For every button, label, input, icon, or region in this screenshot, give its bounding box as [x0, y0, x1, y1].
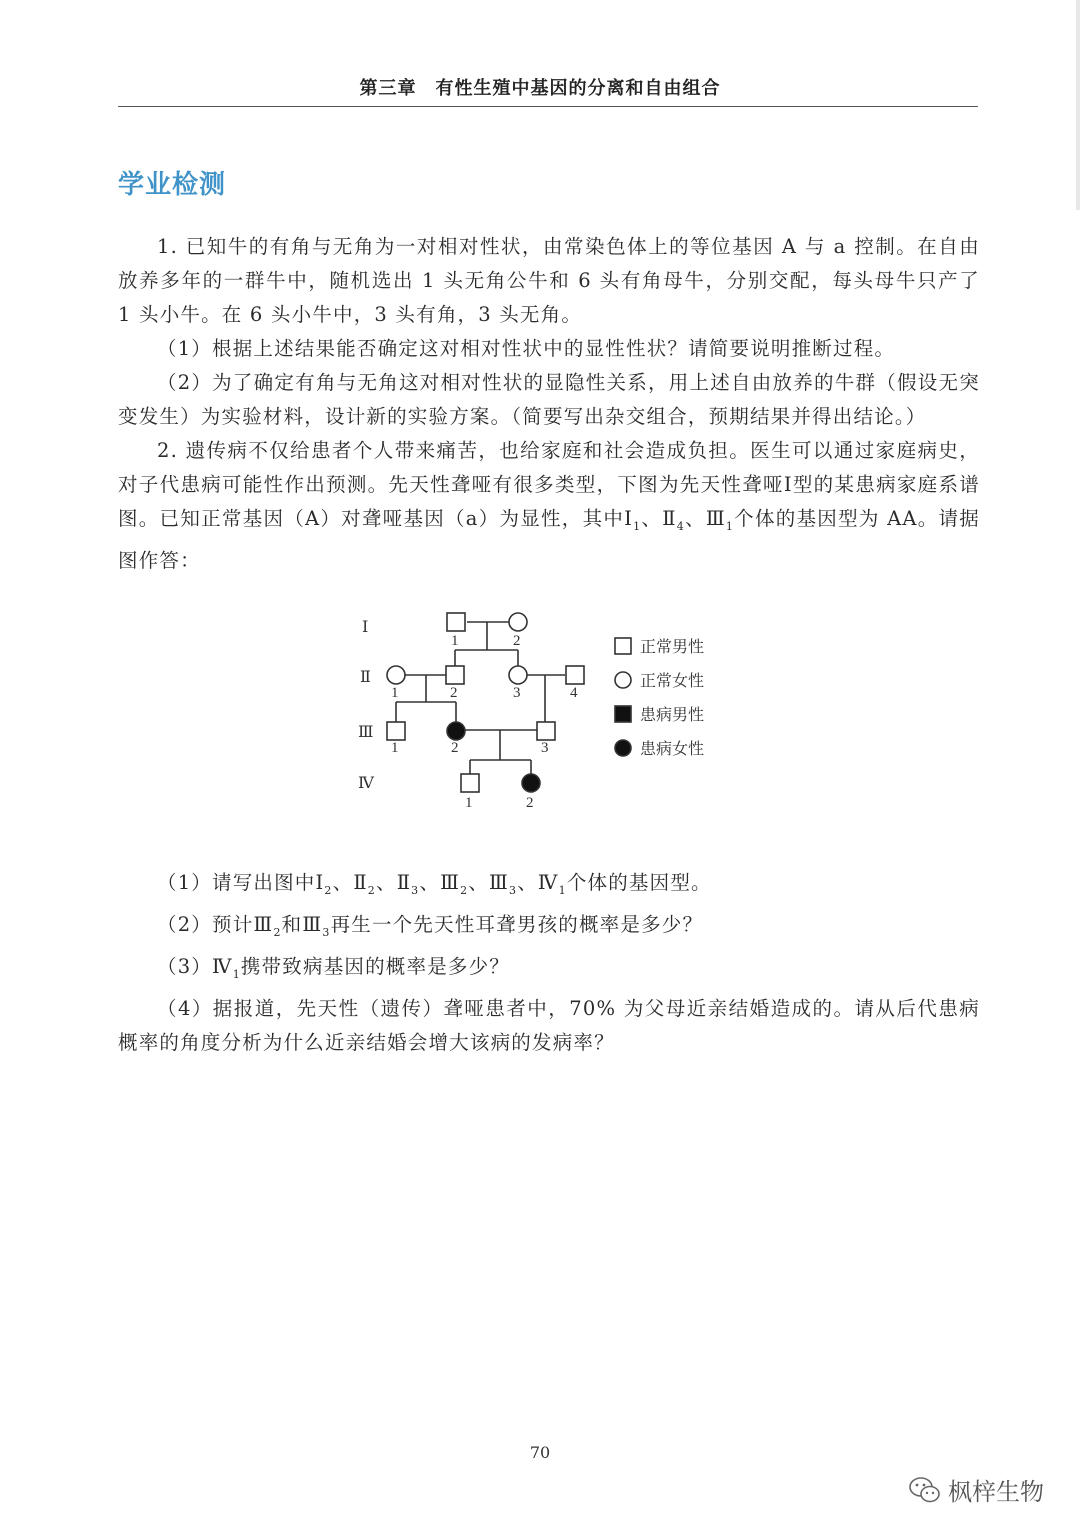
q2-sub2-suffix: 再生一个先天性耳聋男孩的概率是多少？: [330, 912, 704, 936]
q2-sub2-prefix: （2）预计: [157, 912, 254, 936]
label-ii4: 4: [570, 685, 578, 701]
individual-iv2-affected-female: [522, 774, 540, 792]
individual-i2-normal-female: [509, 613, 527, 631]
label-i1: 1: [451, 633, 459, 649]
q1-sub2: （2）为了确定有角与无角这对相对性状的显隐性关系，用上述自由放养的牛群（假设无突变发生）为实验材料，设计新的实验方案。（简要写出杂交组合，预期结果并得出结论。）: [118, 371, 980, 428]
q2-sub3-suffix: 携带致病基因的概率是多少？: [240, 954, 511, 978]
legend-affected-male: 患病男性: [640, 705, 705, 724]
scroll-edge: [1076, 0, 1080, 210]
q2-sub1-iv: Ⅳ: [537, 871, 559, 894]
q2-sub3-a-sub: 1: [232, 967, 241, 981]
legend-normal-male: 正常男性: [640, 637, 705, 656]
label-i2: 2: [513, 633, 521, 649]
individual-iii1-normal-male: [387, 722, 405, 740]
generation-label-iv: Ⅳ: [358, 775, 374, 792]
q2-g1-sub: 1: [633, 519, 642, 533]
q2-sep1: 、: [641, 507, 663, 530]
q2-stem-part2: 个体的基因型为 AA。请据图作答：: [118, 507, 981, 572]
generation-label-iii: Ⅲ: [358, 724, 374, 741]
q2-sub1-s1: 、: [332, 871, 354, 894]
legend-normal-female-symbol: [615, 672, 631, 688]
q2-sep2: 、: [684, 507, 706, 530]
individual-i1-normal-male: [447, 613, 465, 631]
legend-affected-male-symbol: [615, 706, 631, 722]
q2-stem: [118, 434, 980, 578]
q2-sub1-s4: 、: [468, 871, 489, 894]
q2-stem-part1: 2. 遗传病不仅给患者个人带来痛苦，也给家庭和社会造成负担。医生可以通过家庭病史，对子代患病可能性作出预测。先天性聋哑有很多类型，下图为先天性聋哑Ⅰ型的某患病家庭系谱图。已知正常基因（A）对聋哑基因（a）为显性，其中: [118, 439, 980, 530]
q2-sub2-and: 和: [281, 912, 303, 936]
question-body: [118, 230, 980, 578]
wechat-icon: [908, 1475, 942, 1505]
q2-sub1: [118, 866, 980, 908]
label-ii1: 1: [391, 685, 399, 701]
q2-g2-sub: 4: [676, 519, 685, 533]
q2-sub2-b: Ⅲ: [302, 912, 323, 936]
q2-sub2: [118, 908, 980, 950]
legend-normal-female: 正常女性: [640, 671, 705, 690]
generation-label-i: Ⅰ: [362, 619, 369, 636]
q2-g3-sub: 1: [725, 519, 735, 533]
label-ii2: 2: [450, 685, 458, 701]
q2-sub3-a: Ⅳ: [212, 954, 233, 978]
label-iii1: 1: [391, 740, 399, 756]
q2-sub1-ii2-sub: 3: [411, 883, 420, 897]
q1-stem: 1. 已知牛的有角与无角为一对相对性状，由常染色体上的等位基因 A 与 a 控制。在自由放养多年的一群牛中，随机选出 1 头无角公牛和 6 头有角母牛，分别交配，每头母牛只产了 1 头小牛。在 6 头小牛中，3 头有角，3 头无角。: [118, 235, 980, 326]
legend-affected-female-symbol: [615, 740, 631, 756]
q2-sub1-prefix: （1）请写出图中: [157, 871, 316, 894]
watermark-text: 枫梓生物: [948, 1478, 1044, 1506]
section-title: 学业检测: [118, 170, 227, 200]
q2-g1: Ⅰ: [624, 507, 634, 530]
q2-sub1-iii-sub: 2: [460, 883, 469, 897]
individual-ii1-normal-female: [387, 666, 405, 684]
q2-g3: Ⅲ: [705, 507, 726, 530]
label-ii3: 3: [513, 685, 521, 701]
header-rule: [118, 106, 978, 107]
pedigree-chart: [350, 600, 730, 818]
individual-ii4-normal-male: [566, 666, 584, 684]
q2-sub3: [118, 950, 980, 992]
q2-sub1-ii: Ⅱ: [353, 871, 368, 894]
page-header: 第三章 有性生殖中基因的分离和自由组合: [359, 78, 721, 99]
legend-affected-female: 患病女性: [640, 739, 705, 758]
q2-sub1-i: Ⅰ: [315, 871, 325, 894]
q2-subquestions: [118, 866, 980, 1060]
q2-sub1-s5: 、: [517, 871, 538, 894]
q2-sub2-b-sub: 3: [322, 925, 331, 939]
label-iii2: 2: [451, 740, 459, 756]
watermark: [908, 1472, 1044, 1507]
label-iv2: 2: [526, 795, 534, 811]
individual-iv1-normal-male: [461, 774, 479, 792]
q2-sub1-iii2-sub: 3: [509, 883, 518, 897]
generation-label-ii: Ⅱ: [360, 669, 371, 686]
individual-ii3-normal-female: [509, 666, 527, 684]
q2-sub1-iii2: Ⅲ: [489, 871, 510, 894]
q2-sub1-suffix: 个体的基因型。: [566, 871, 712, 894]
q2-sub1-i-sub: 2: [324, 883, 333, 897]
page-number: 70: [529, 1443, 551, 1462]
q2-sub1-ii-sub: 2: [367, 883, 376, 897]
legend-normal-male-symbol: [615, 638, 631, 654]
q2-sub3-prefix: （3）: [157, 954, 213, 978]
individual-iii2-affected-female: [447, 722, 465, 740]
q2-g2: Ⅱ: [662, 507, 677, 530]
individual-ii2-normal-male: [446, 666, 464, 684]
q2-sub1-ii2: Ⅱ: [396, 871, 412, 894]
q2-sub1-s3: 、: [419, 871, 441, 894]
q2-sub1-s2: 、: [376, 871, 397, 894]
q2-sub1-iv-sub: 1: [558, 883, 567, 897]
label-iv1: 1: [465, 795, 473, 811]
label-iii3: 3: [541, 740, 549, 756]
individual-iii3-normal-male: [537, 722, 555, 740]
q2-sub2-a: Ⅲ: [253, 912, 274, 936]
q2-sub2-a-sub: 2: [273, 925, 282, 939]
q2-sub1-iii: Ⅲ: [440, 871, 461, 894]
q2-sub4: （4）据报道，先天性（遗传）聋哑患者中，70% 为父母近亲结婚造成的。请从后代患病概率的角度分析为什么近亲结婚会增大该病的发病率？: [118, 996, 980, 1054]
q1-sub1: （1）根据上述结果能否确定这对相对性状中的显性性状？请简要说明推断过程。: [157, 337, 896, 360]
